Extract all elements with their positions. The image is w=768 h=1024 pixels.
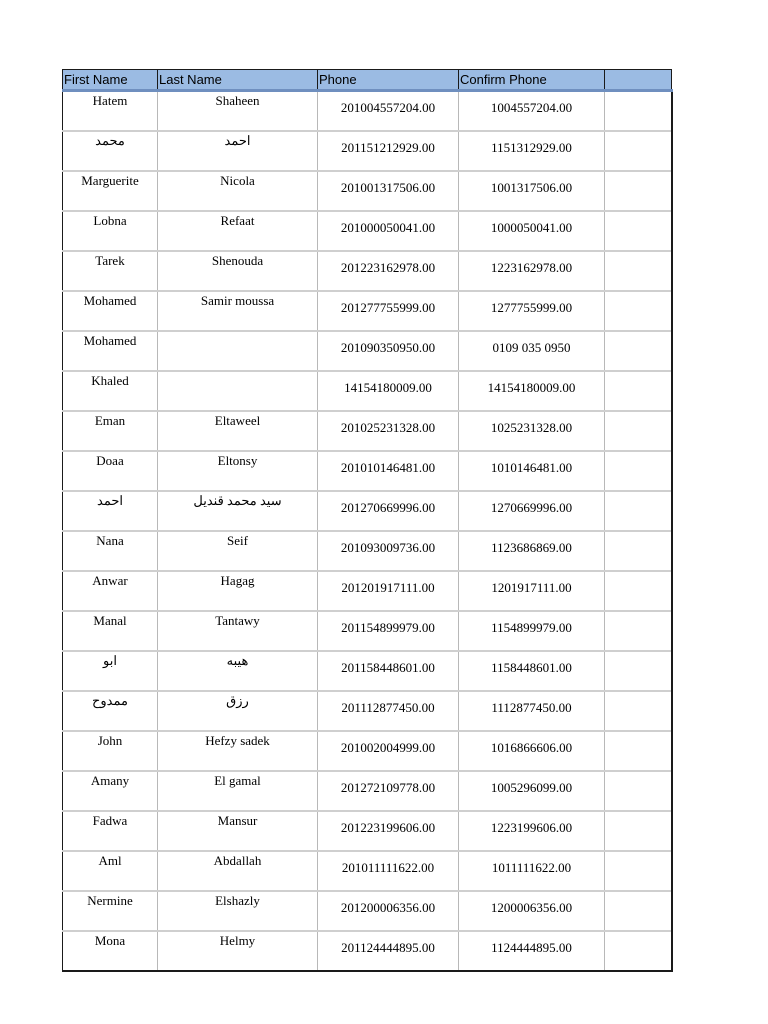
last-name-cell[interactable]: احمد xyxy=(158,131,318,171)
phone-cell[interactable]: 201151212929.00 xyxy=(318,131,459,171)
phone-cell[interactable]: 201223199606.00 xyxy=(318,811,459,851)
confirm-phone-cell[interactable]: 1025231328.00 xyxy=(459,411,605,451)
first-name-cell[interactable]: Nermine xyxy=(63,891,158,931)
confirm-phone-cell[interactable]: 1201917111.00 xyxy=(459,571,605,611)
phone-cell[interactable]: 201201917111.00 xyxy=(318,571,459,611)
empty-cell[interactable] xyxy=(605,451,672,491)
header-empty[interactable] xyxy=(605,70,672,91)
table-row xyxy=(63,651,672,691)
last-name-cell[interactable]: Hefzy sadek xyxy=(158,731,318,771)
confirm-phone-cell[interactable]: 1123686869.00 xyxy=(459,531,605,571)
empty-cell[interactable] xyxy=(605,131,672,171)
phone-cell[interactable]: 201270669996.00 xyxy=(318,491,459,531)
last-name-cell[interactable]: Elshazly xyxy=(158,891,318,931)
phone-cell[interactable]: 201010146481.00 xyxy=(318,451,459,491)
confirm-phone-cell[interactable]: 1016866606.00 xyxy=(459,731,605,771)
phone-cell[interactable]: 201002004999.00 xyxy=(318,731,459,771)
first-name-cell[interactable]: Fadwa xyxy=(63,811,158,851)
confirm-phone-cell[interactable]: 14154180009.00 xyxy=(459,371,605,411)
first-name-cell[interactable]: Mohamed xyxy=(63,291,158,331)
phone-cell[interactable]: 14154180009.00 xyxy=(318,371,459,411)
header-first-name[interactable]: First Name xyxy=(63,70,158,91)
confirm-phone-cell[interactable]: 1151312929.00 xyxy=(459,131,605,171)
phone-cell[interactable]: 201154899979.00 xyxy=(318,611,459,651)
first-name-cell[interactable]: Eman xyxy=(63,411,158,451)
last-name-cell[interactable]: Shenouda xyxy=(158,251,318,291)
empty-cell[interactable] xyxy=(605,371,672,411)
confirm-phone-cell[interactable]: 1158448601.00 xyxy=(459,651,605,691)
table-row xyxy=(63,891,672,931)
last-name-cell[interactable] xyxy=(158,371,318,411)
table-row xyxy=(63,571,672,611)
empty-cell[interactable] xyxy=(605,531,672,571)
table-row xyxy=(63,531,672,571)
phone-cell[interactable]: 201011111622.00 xyxy=(318,851,459,891)
first-name-cell[interactable]: ابو xyxy=(63,651,158,691)
last-name-cell[interactable]: سيد محمد قنديل xyxy=(158,491,318,531)
table-row xyxy=(63,851,672,891)
table-row xyxy=(63,331,672,371)
phone-cell[interactable]: 201272109778.00 xyxy=(318,771,459,811)
first-name-cell[interactable]: Mona xyxy=(63,931,158,971)
confirm-phone-cell[interactable]: 1200006356.00 xyxy=(459,891,605,931)
empty-cell[interactable] xyxy=(605,771,672,811)
first-name-cell[interactable]: Hatem xyxy=(63,91,158,132)
empty-cell[interactable] xyxy=(605,611,672,651)
table-row xyxy=(63,811,672,851)
first-name-cell[interactable]: Aml xyxy=(63,851,158,891)
phone-cell[interactable]: 201124444895.00 xyxy=(318,931,459,971)
last-name-cell[interactable]: Hagag xyxy=(158,571,318,611)
first-name-cell[interactable]: Anwar xyxy=(63,571,158,611)
empty-cell[interactable] xyxy=(605,731,672,771)
phone-cell[interactable]: 201000050041.00 xyxy=(318,211,459,251)
last-name-cell[interactable]: رزق xyxy=(158,691,318,731)
first-name-cell[interactable]: Doaa xyxy=(63,451,158,491)
empty-cell[interactable] xyxy=(605,291,672,331)
empty-cell[interactable] xyxy=(605,811,672,851)
first-name-cell[interactable]: Khaled xyxy=(63,371,158,411)
header-last-name[interactable]: Last Name xyxy=(158,70,318,91)
first-name-cell[interactable]: Amany xyxy=(63,771,158,811)
empty-cell[interactable] xyxy=(605,491,672,531)
phone-cell[interactable]: 201200006356.00 xyxy=(318,891,459,931)
phone-cell[interactable]: 201158448601.00 xyxy=(318,651,459,691)
confirm-phone-cell[interactable]: 1005296099.00 xyxy=(459,771,605,811)
table-row xyxy=(63,91,672,132)
last-name-cell[interactable]: Refaat xyxy=(158,211,318,251)
first-name-cell[interactable]: Mohamed xyxy=(63,331,158,371)
empty-cell[interactable] xyxy=(605,331,672,371)
last-name-cell[interactable]: Eltaweel xyxy=(158,411,318,451)
table-row xyxy=(63,171,672,211)
last-name-cell[interactable]: Tantawy xyxy=(158,611,318,651)
last-name-cell[interactable]: Helmy xyxy=(158,931,318,971)
last-name-cell[interactable]: Eltonsy xyxy=(158,451,318,491)
empty-cell[interactable] xyxy=(605,851,672,891)
table-row xyxy=(63,611,672,651)
empty-cell[interactable] xyxy=(605,91,672,132)
empty-cell[interactable] xyxy=(605,251,672,291)
confirm-phone-cell[interactable]: 1112877450.00 xyxy=(459,691,605,731)
phone-cell[interactable]: 201090350950.00 xyxy=(318,331,459,371)
first-name-cell[interactable]: Nana xyxy=(63,531,158,571)
confirm-phone-cell[interactable]: 1010146481.00 xyxy=(459,451,605,491)
confirm-phone-cell[interactable]: 1277755999.00 xyxy=(459,291,605,331)
header-row xyxy=(63,70,672,91)
confirm-phone-cell[interactable]: 1270669996.00 xyxy=(459,491,605,531)
confirm-phone-cell[interactable]: 1124444895.00 xyxy=(459,931,605,971)
first-name-cell[interactable]: محمد xyxy=(63,131,158,171)
table-row xyxy=(63,211,672,251)
confirm-phone-cell[interactable]: 1223162978.00 xyxy=(459,251,605,291)
confirm-phone-cell[interactable]: 1154899979.00 xyxy=(459,611,605,651)
table-row xyxy=(63,371,672,411)
confirm-phone-cell[interactable]: 1004557204.00 xyxy=(459,91,605,132)
last-name-cell[interactable] xyxy=(158,331,318,371)
phone-cell[interactable]: 201093009736.00 xyxy=(318,531,459,571)
table-row xyxy=(63,411,672,451)
first-name-cell[interactable]: John xyxy=(63,731,158,771)
table-row xyxy=(63,491,672,531)
empty-cell[interactable] xyxy=(605,691,672,731)
last-name-cell[interactable]: Nicola xyxy=(158,171,318,211)
table-row xyxy=(63,451,672,491)
table-row xyxy=(63,251,672,291)
confirm-phone-cell[interactable]: 0109 035 0950 xyxy=(459,331,605,371)
contacts-table xyxy=(62,69,673,972)
last-name-cell[interactable]: Shaheen xyxy=(158,91,318,132)
phone-cell[interactable]: 201001317506.00 xyxy=(318,171,459,211)
empty-cell[interactable] xyxy=(605,931,672,971)
last-name-cell[interactable]: Abdallah xyxy=(158,851,318,891)
empty-cell[interactable] xyxy=(605,211,672,251)
empty-cell[interactable] xyxy=(605,411,672,451)
last-name-cell[interactable]: هيبه xyxy=(158,651,318,691)
first-name-cell[interactable]: Tarek xyxy=(63,251,158,291)
table-body xyxy=(63,91,672,972)
table-row xyxy=(63,131,672,171)
confirm-phone-cell[interactable]: 1011111622.00 xyxy=(459,851,605,891)
phone-cell[interactable]: 201112877450.00 xyxy=(318,691,459,731)
table-row xyxy=(63,771,672,811)
confirm-phone-cell[interactable]: 1001317506.00 xyxy=(459,171,605,211)
last-name-cell[interactable]: El gamal xyxy=(158,771,318,811)
table-row xyxy=(63,691,672,731)
first-name-cell[interactable]: احمد xyxy=(63,491,158,531)
last-name-cell[interactable]: Seif xyxy=(158,531,318,571)
phone-cell[interactable]: 201277755999.00 xyxy=(318,291,459,331)
phone-cell[interactable]: 201004557204.00 xyxy=(318,91,459,132)
empty-cell[interactable] xyxy=(605,171,672,211)
last-name-cell[interactable]: Mansur xyxy=(158,811,318,851)
empty-cell[interactable] xyxy=(605,571,672,611)
header-confirm-phone[interactable]: Confirm Phone xyxy=(459,70,605,91)
header-phone[interactable]: Phone xyxy=(318,70,459,91)
phone-cell[interactable]: 201025231328.00 xyxy=(318,411,459,451)
table-row xyxy=(63,291,672,331)
confirm-phone-cell[interactable]: 1000050041.00 xyxy=(459,211,605,251)
table-row xyxy=(63,931,672,971)
empty-cell[interactable] xyxy=(605,891,672,931)
phone-cell[interactable]: 201223162978.00 xyxy=(318,251,459,291)
table-row xyxy=(63,731,672,771)
last-name-cell[interactable]: Samir moussa xyxy=(158,291,318,331)
first-name-cell[interactable]: Manal xyxy=(63,611,158,651)
confirm-phone-cell[interactable]: 1223199606.00 xyxy=(459,811,605,851)
empty-cell[interactable] xyxy=(605,651,672,691)
first-name-cell[interactable]: Lobna xyxy=(63,211,158,251)
first-name-cell[interactable]: Marguerite xyxy=(63,171,158,211)
first-name-cell[interactable]: ممدوح xyxy=(63,691,158,731)
